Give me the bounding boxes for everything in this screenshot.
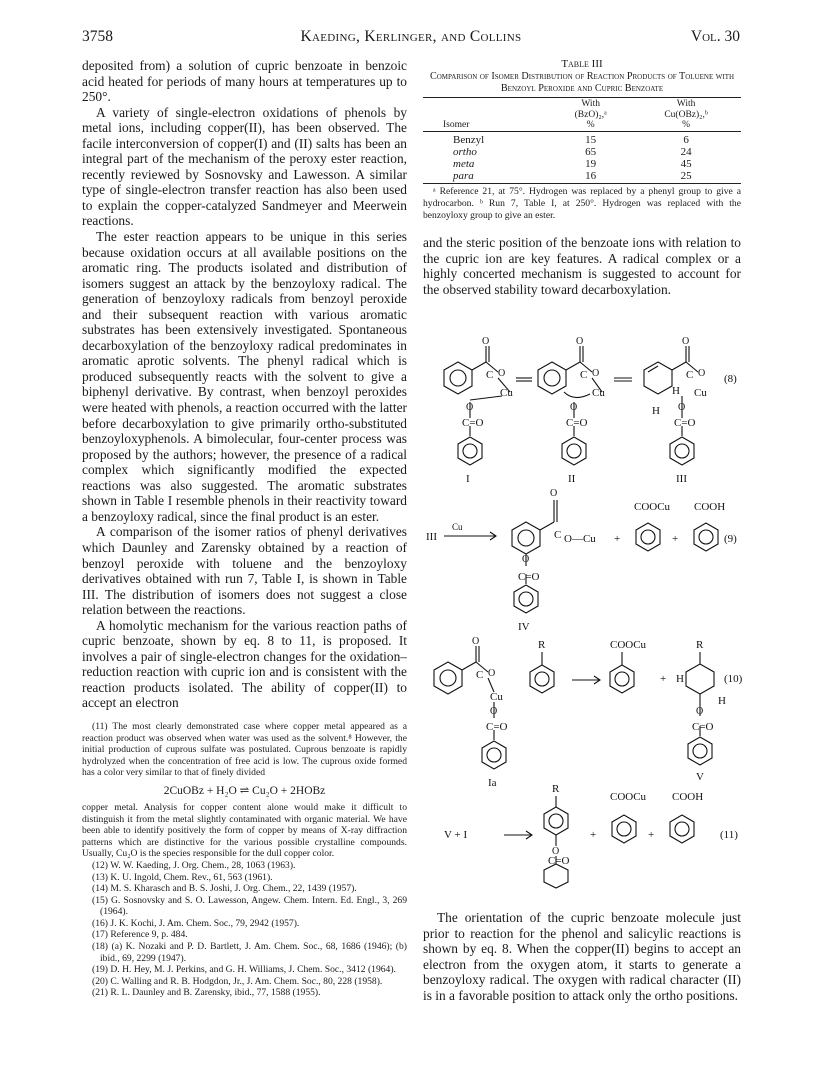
svg-text:+: + (672, 533, 679, 545)
svg-text:O: O (490, 706, 498, 717)
svg-text:C: C (476, 669, 484, 681)
svg-text:O: O (472, 636, 480, 647)
svg-text:C=O: C=O (674, 417, 696, 429)
left-column (82, 58, 407, 999)
table-label: Table III (561, 58, 603, 70)
paragraph: and the steric position of the benzoate ions with relation to the cupric ion are key features. A radical complex or a highly concerted mechanism is suggested to account for the observed stability toward decarboxylation. (423, 235, 741, 297)
label-III: III (676, 473, 687, 485)
c-eq-o: C=O (462, 417, 484, 429)
svg-text:O: O (678, 402, 686, 413)
running-header (82, 28, 740, 48)
coocu-label: COOCu (634, 501, 671, 513)
col-with-1: With (581, 99, 600, 109)
table-footnote: ᵃ Reference 21, at 75°. Hydrogen was replaced by a phenyl group to give a hydrocarbon. ᵇ Run 7, Table I, at 250°. Hydrogen was replaced with the benzoyloxy group to give an ester. (423, 186, 741, 221)
svg-text:C: C (580, 369, 588, 381)
reference-item: (16) J. K. Kochi, J. Am. Chem. Soc., 79, 2942 (1957). (92, 917, 300, 929)
svg-text:O: O (696, 706, 704, 717)
svg-text:+: + (590, 829, 597, 841)
svg-text:O—Cu: O—Cu (564, 533, 596, 545)
paragraph: A variety of single-electron oxidations of phenols by metal ions, including copper(II), has been observed. The facile interconversion of copper(I) and (II) salts has been an integral part of the mechanism of the peroxy ester reaction, recently reviewed by Sosnovsky and Lawesson. A similar type of single-electron transfer reaction has also been used to explain the copper-catalyzed Sandmeyer and Meerwein reactions. (82, 104, 407, 229)
svg-text:C: C (554, 529, 562, 541)
svg-text:Cu: Cu (490, 691, 503, 703)
svg-text:R: R (538, 639, 546, 651)
svg-text:+: + (614, 533, 621, 545)
label-V: V (696, 771, 704, 783)
reference-item: (21) R. L. Daunley and B. Zarensky, ibid., 77, 1588 (1955). (92, 987, 321, 999)
reference-item: (14) M. S. Kharasch and B. S. Joshi, J. Org. Chem., 22, 1439 (1957). (92, 883, 357, 895)
table-row: meta 19 45 (453, 157, 692, 170)
col-with-2-sub: Cu(OBz)₂,ᵇ (664, 109, 708, 120)
page-number: 3758 (82, 28, 113, 45)
svg-text:H: H (652, 405, 660, 417)
svg-text:+: + (648, 829, 655, 841)
svg-text:O: O (576, 336, 584, 347)
reference-item: (20) C. Walling and R. B. Hodgdon, Jr., J. Am. Chem. Soc., 80, 228 (1958). (92, 975, 383, 987)
eq-number-9: (9) (724, 533, 737, 545)
svg-text:C=O: C=O (548, 855, 570, 867)
reference-list (92, 860, 407, 999)
paragraph: A homolytic mechanism for the various reaction paths of cupric benzoate, shown by eq. 8 to 11, is proposed. It involves a pair of single-electron changes for the oxidation–reduction reaction with cupric ion and is consistent with the reaction products isolated. The ability of copper(II) to accept an electron (82, 617, 407, 711)
svg-text:O: O (482, 336, 490, 347)
table-row: ortho 65 24 (453, 145, 692, 158)
label-I: I (466, 473, 470, 485)
col-with-2: With (676, 99, 696, 109)
svg-text:R: R (552, 783, 560, 795)
eq-number-11: (11) (720, 829, 738, 841)
col-with-1-sub: (BzO)₂,ᵃ (574, 109, 607, 120)
paragraph: deposited from) a solution of cupric benzoate in benzoic acid heated for periods of many hours at temperatures up to 250°. (82, 58, 407, 105)
paragraph: A comparison of the isomer ratios of phenyl derivatives which Daunley and Zarensky obtained by a reaction of benzoyl peroxide with toluene and the benzoyloxy derivatives obtained with run 7, Table I, is shown in Table III. The distribution of isomers does not suggest a close relation between the reactions. (82, 524, 407, 618)
col-isomer: Isomer (443, 120, 470, 130)
running-head-authors: Kaeding, Kerlinger, and Collins (300, 28, 522, 45)
paragraph: The ester reaction appears to be unique in this series because oxidation occurs at all available positions on the aromatic ring. The products isolated and distribution of isomers suggest an attack by the benzoyloxy radical. The generation of benzoyloxy radicals from benzoyl peroxide and their subsequent reaction with various aromatic substrates has been extensively investigated. Spontaneous decarboxylation of the benzoyloxy radical predominates in aromatic aprotic solvents. The phenyl radical which is produced subsequently reacts with the solvent to give a biphenyl derivative. By contrast, when benzoyl peroxides were heated with phenols, a reaction occurred with the latter before decarboxylation to give primarily ortho-substituted benzoyloxyphenols. A bimolecular, four-center process was proposed by the authors; however, the presence of a radical complex which significantly modified the expected reactions was also suggested. The aromatic substrates shown in Table I resemble phenols in their reactivity toward a benzoyloxy radical, since the final product is an ester. (82, 229, 407, 524)
footnote-11: (11) The most clearly demonstrated case where copper metal appeared as a reaction product was observed when water was used as the solvent.⁸ However, the initial production of cuprous sulfate was postulated. Cuprous benzoate is rapidly hydrolyzed when the concentration of free acid is low. The cuprous oxide formed has a color very similar to that of finely divided (82, 720, 407, 779)
svg-text:O: O (698, 368, 706, 379)
reference-item: (17) Reference 9, p. 484. (92, 929, 188, 941)
svg-text:Cu: Cu (694, 387, 707, 399)
eq-number-10: (10) (724, 673, 743, 685)
cooh-label: COOH (694, 501, 726, 513)
isomer-table (423, 99, 741, 182)
svg-text:O: O (592, 368, 600, 379)
unit: % (682, 120, 691, 130)
svg-text:O: O (682, 336, 690, 347)
label-IV: IV (518, 621, 530, 633)
svg-text:COOCu: COOCu (610, 791, 647, 803)
reference-item: (18) (a) K. Nozaki and P. D. Bartlett, J. Am. Chem. Soc., 68, 1686 (1946); (b) ibid., 69, 2299 (1947). (92, 941, 407, 964)
svg-text:COOH: COOH (672, 791, 704, 803)
svg-text:Cu: Cu (592, 387, 605, 399)
right-column (423, 58, 741, 297)
reference-item: (12) W. W. Kaeding, J. Org. Chem., 28, 1063 (1963). (92, 859, 296, 871)
svg-text:C: C (486, 369, 494, 381)
table-row: Benzyl 15 6 (453, 133, 689, 146)
volume-label: Vol. 30 (690, 28, 740, 45)
svg-text:O: O (570, 402, 578, 413)
svg-text:C=O: C=O (566, 417, 588, 429)
footnote-equation: 2CuOBz + H₂O ⇌ Cu₂O + 2HOBz (163, 784, 326, 797)
svg-text:H: H (718, 695, 726, 707)
svg-text:O: O (550, 488, 558, 499)
svg-text:COOCu: COOCu (610, 639, 647, 651)
label-Ia: Ia (488, 777, 497, 789)
eq-number-8: (8) (724, 373, 737, 385)
svg-text:C=O: C=O (518, 571, 540, 583)
cu-label: Cu (500, 387, 513, 399)
paragraph: The orientation of the cupric benzoate molecule just prior to reaction for the phenol and salicylic reactions is shown by eq. 8. When the copper(II) begins to accept an electron from the oxygen atom, it starts to generate a benzoyloxy radical. The oxygen with radical character (II) is in a favorable position to attack only the ortho positions. (423, 910, 741, 1003)
reference-item: (19) D. H. Hey, M. J. Perkins, and G. H. Williams, J. Chem. Soc., 3412 (1964). (92, 964, 396, 976)
svg-text:C: C (686, 369, 694, 381)
svg-text:O: O (488, 668, 496, 679)
eq11-lead: V + I (444, 829, 468, 841)
reference-item: (15) G. Sosnovsky and S. O. Lawesson, Angew. Chem. Intern. Ed. Engl., 3, 269 (1964). (92, 894, 407, 918)
svg-text:C=O: C=O (692, 721, 714, 733)
svg-text:C=O: C=O (486, 721, 508, 733)
unit: % (586, 120, 595, 130)
svg-text:O: O (466, 402, 474, 413)
svg-text:O: O (498, 368, 506, 379)
table-title: Comparison of Isomer Distribution of Reaction Products of Toluene with Benzoyl Peroxide and Cupric Benzoate (429, 71, 735, 94)
label-II: II (568, 473, 576, 485)
svg-text:O: O (552, 846, 560, 857)
reaction-schemes (414, 330, 744, 890)
svg-text:H: H (676, 673, 684, 685)
table-row: para 16 25 (453, 170, 692, 183)
svg-text:O: O (522, 554, 530, 565)
svg-text:R: R (696, 639, 704, 651)
eq9-reagent: Cu (452, 522, 463, 532)
footnote-11-cont: copper metal. Analysis for copper content alone would make it difficult to distinguish it from the metal slightly contaminated with organic material. We have been able to identify positively the form of copper by means of X-ray diffraction patterns which are distinctive for the various possible crystalline compounds. Usually, Cu₂O is the species responsible for the dull copper color. (82, 801, 407, 860)
right-bottom-text (423, 910, 741, 1003)
svg-text:H: H (672, 385, 680, 397)
reference-item: (13) K. U. Ingold, Chem. Rev., 61, 563 (1961). (92, 871, 273, 883)
eq9-lead: III (426, 531, 437, 543)
svg-text:+: + (660, 673, 667, 685)
